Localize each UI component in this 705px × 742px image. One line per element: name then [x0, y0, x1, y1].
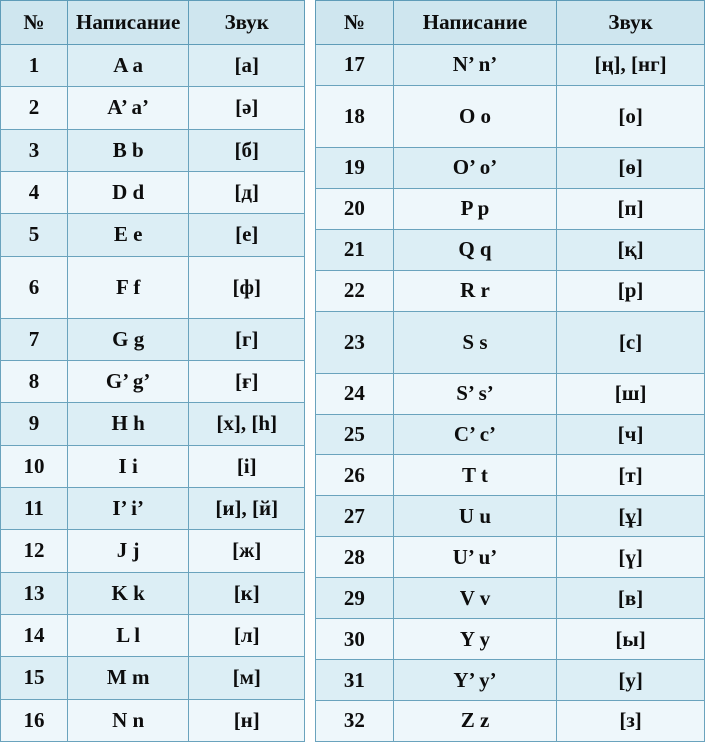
table-row — [1, 87, 305, 129]
table-row — [1, 445, 305, 487]
table-row — [316, 660, 705, 701]
cell-sound: [к] — [189, 572, 305, 614]
cell-number: 5 — [1, 214, 68, 256]
table-row — [316, 311, 705, 373]
cell-sound: [с] — [557, 311, 705, 373]
table-row — [316, 188, 705, 229]
cell-spelling: A’ a’ — [67, 87, 189, 129]
cell-spelling: J j — [67, 530, 189, 572]
cell-sound: [i] — [189, 445, 305, 487]
cell-number: 18 — [316, 85, 394, 147]
cell-sound: [м] — [189, 657, 305, 699]
table-row — [316, 619, 705, 660]
cell-sound: [б] — [189, 129, 305, 171]
table-row — [1, 171, 305, 213]
cell-spelling: C’ c’ — [393, 414, 556, 455]
cell-sound: [e] — [189, 214, 305, 256]
cell-spelling: K k — [67, 572, 189, 614]
table-row — [1, 530, 305, 572]
table-row — [316, 496, 705, 537]
cell-spelling: I i — [67, 445, 189, 487]
cell-sound: [и], [й] — [189, 487, 305, 529]
cell-number: 14 — [1, 614, 68, 656]
alphabet-table-right-wrapper — [315, 0, 705, 742]
table-row — [316, 414, 705, 455]
cell-number: 17 — [316, 45, 394, 86]
cell-sound: [у] — [557, 660, 705, 701]
cell-number: 9 — [1, 403, 68, 445]
cell-sound: [д] — [189, 171, 305, 213]
cell-number: 20 — [316, 188, 394, 229]
cell-number: 1 — [1, 45, 68, 87]
cell-sound: [ж] — [189, 530, 305, 572]
alphabet-rows-left — [1, 45, 305, 742]
table-row — [1, 487, 305, 529]
table-row — [316, 270, 705, 311]
cell-spelling: G’ g’ — [67, 360, 189, 402]
cell-sound: [н] — [189, 699, 305, 741]
cell-number: 31 — [316, 660, 394, 701]
cell-sound: [п] — [557, 188, 705, 229]
cell-number: 19 — [316, 147, 394, 188]
table-row — [1, 45, 305, 87]
cell-sound: [з] — [557, 700, 705, 741]
alphabet-table-right — [315, 0, 705, 742]
table-row — [1, 129, 305, 171]
cell-number: 3 — [1, 129, 68, 171]
table-row — [316, 85, 705, 147]
cell-sound: [ұ] — [557, 496, 705, 537]
cell-spelling: F f — [67, 256, 189, 318]
cell-spelling: S s — [393, 311, 556, 373]
cell-spelling: M m — [67, 657, 189, 699]
alphabet-table-left — [0, 0, 305, 742]
cell-number: 32 — [316, 700, 394, 741]
cell-spelling: E e — [67, 214, 189, 256]
cell-sound: [ү] — [557, 537, 705, 578]
cell-spelling: Y y — [393, 619, 556, 660]
cell-sound: [x], [h] — [189, 403, 305, 445]
cell-number: 15 — [1, 657, 68, 699]
table-header-row — [316, 1, 705, 45]
table-row — [1, 403, 305, 445]
table-row — [1, 572, 305, 614]
cell-sound: [о] — [557, 85, 705, 147]
cell-spelling: N’ n’ — [393, 45, 556, 86]
cell-sound: [ң], [нг] — [557, 45, 705, 86]
cell-spelling: Z z — [393, 700, 556, 741]
cell-number: 13 — [1, 572, 68, 614]
cell-spelling: S’ s’ — [393, 373, 556, 414]
cell-spelling: Y’ y’ — [393, 660, 556, 701]
table-row — [316, 578, 705, 619]
table-row — [316, 229, 705, 270]
cell-number: 27 — [316, 496, 394, 537]
cell-spelling: G g — [67, 318, 189, 360]
cell-sound: [ы] — [557, 619, 705, 660]
cell-spelling: T t — [393, 455, 556, 496]
column-header-sound: Звук — [189, 1, 305, 45]
table-row — [1, 256, 305, 318]
table-row — [316, 700, 705, 741]
cell-sound: [ч] — [557, 414, 705, 455]
table-row — [1, 614, 305, 656]
cell-sound: [р] — [557, 270, 705, 311]
cell-number: 11 — [1, 487, 68, 529]
table-row — [316, 147, 705, 188]
cell-spelling: L l — [67, 614, 189, 656]
cell-sound: [ш] — [557, 373, 705, 414]
cell-spelling: D d — [67, 171, 189, 213]
alphabet-rows-right — [316, 45, 705, 742]
cell-number: 24 — [316, 373, 394, 414]
cell-spelling: A a — [67, 45, 189, 87]
cell-number: 28 — [316, 537, 394, 578]
cell-sound: [а] — [189, 45, 305, 87]
cell-sound: [ғ] — [189, 360, 305, 402]
table-row — [316, 455, 705, 496]
cell-spelling: V v — [393, 578, 556, 619]
cell-sound: [л] — [189, 614, 305, 656]
cell-spelling: O o — [393, 85, 556, 147]
cell-number: 10 — [1, 445, 68, 487]
cell-number: 2 — [1, 87, 68, 129]
cell-spelling: N n — [67, 699, 189, 741]
cell-number: 30 — [316, 619, 394, 660]
cell-number: 26 — [316, 455, 394, 496]
cell-spelling: B b — [67, 129, 189, 171]
cell-number: 29 — [316, 578, 394, 619]
cell-number: 25 — [316, 414, 394, 455]
cell-number: 16 — [1, 699, 68, 741]
cell-sound: [ә] — [189, 87, 305, 129]
table-row — [1, 657, 305, 699]
cell-spelling: I’ i’ — [67, 487, 189, 529]
cell-number: 6 — [1, 256, 68, 318]
cell-spelling: U’ u’ — [393, 537, 556, 578]
cell-spelling: R r — [393, 270, 556, 311]
table-row — [316, 373, 705, 414]
cell-number: 12 — [1, 530, 68, 572]
cell-number: 21 — [316, 229, 394, 270]
cell-number: 4 — [1, 171, 68, 213]
table-row — [316, 45, 705, 86]
cell-number: 22 — [316, 270, 394, 311]
cell-sound: [қ] — [557, 229, 705, 270]
cell-sound: [ө] — [557, 147, 705, 188]
cell-spelling: H h — [67, 403, 189, 445]
cell-spelling: P p — [393, 188, 556, 229]
column-header-spelling: Написание — [67, 1, 189, 45]
table-row — [1, 360, 305, 402]
column-header-spelling: Написание — [393, 1, 556, 45]
column-header-number: № — [316, 1, 394, 45]
cell-number: 7 — [1, 318, 68, 360]
cell-spelling: O’ o’ — [393, 147, 556, 188]
column-header-sound: Звук — [557, 1, 705, 45]
alphabet-table-left-wrapper — [0, 0, 305, 742]
table-header-row — [1, 1, 305, 45]
table-row — [316, 537, 705, 578]
cell-sound: [т] — [557, 455, 705, 496]
cell-spelling: Q q — [393, 229, 556, 270]
cell-sound: [ф] — [189, 256, 305, 318]
table-row — [1, 318, 305, 360]
cell-number: 23 — [316, 311, 394, 373]
cell-number: 8 — [1, 360, 68, 402]
cell-sound: [г] — [189, 318, 305, 360]
cell-spelling: U u — [393, 496, 556, 537]
table-row — [1, 699, 305, 741]
column-header-number: № — [1, 1, 68, 45]
table-row — [1, 214, 305, 256]
cell-sound: [в] — [557, 578, 705, 619]
